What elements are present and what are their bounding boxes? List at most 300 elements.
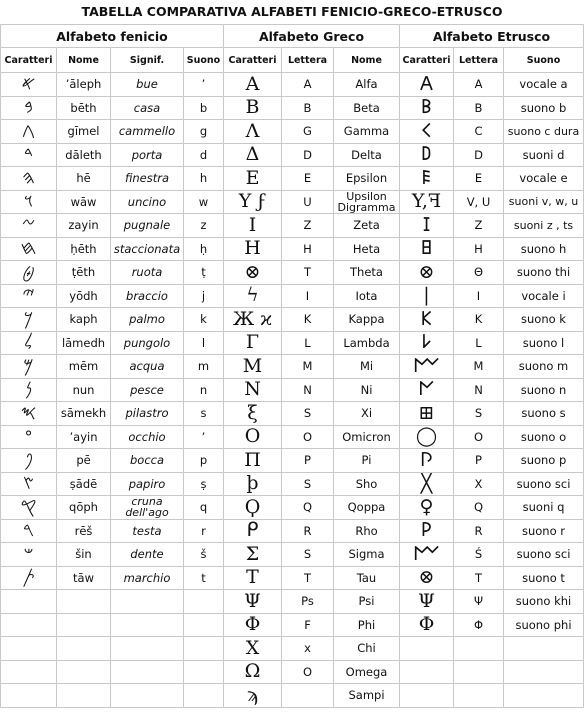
etruscan-letter <box>454 660 504 684</box>
phoenician-meaning: bocca <box>111 449 184 473</box>
table-row <box>1 308 584 332</box>
table-row <box>1 566 584 590</box>
etruscan-sound: suono l <box>504 331 584 355</box>
phoenician-sound <box>184 660 224 684</box>
table-row <box>1 73 584 97</box>
etruscan-glyph: 𐌋 <box>400 331 454 355</box>
phoenician-glyph <box>1 637 57 661</box>
greek-letter: A <box>282 73 334 97</box>
phoenician-glyph: 𐤂 <box>1 120 57 144</box>
etruscan-letter: Θ <box>454 261 504 285</box>
table-row <box>1 613 584 637</box>
phoenician-sound: ’ <box>184 73 224 97</box>
greek-glyph: Χ <box>224 637 282 661</box>
phoenician-sound: m <box>184 355 224 379</box>
greek-letter: M <box>282 355 334 379</box>
etruscan-letter: B <box>454 96 504 120</box>
greek-name: Pi <box>334 449 400 473</box>
group-header-greco: Alfabeto Greco <box>224 25 400 48</box>
etruscan-sound: vocale i <box>504 284 584 308</box>
greek-glyph: ξ <box>224 402 282 426</box>
phoenician-name: ’āleph <box>57 73 111 97</box>
table-row <box>1 519 584 543</box>
greek-letter: x <box>282 637 334 661</box>
greek-glyph: Η <box>224 237 282 261</box>
phoenician-meaning <box>111 660 184 684</box>
etruscan-letter: K <box>454 308 504 332</box>
etruscan-glyph: Y,ꟻ <box>400 190 454 214</box>
greek-glyph: Β <box>224 96 282 120</box>
greek-glyph: Ο <box>224 425 282 449</box>
etruscan-glyph <box>400 637 454 661</box>
phoenician-sound: š <box>184 543 224 567</box>
phoenician-glyph: 𐤊 <box>1 308 57 332</box>
etruscan-glyph: 𐌀 <box>400 73 454 97</box>
phoenician-sound <box>184 684 224 708</box>
phoenician-sound: h <box>184 167 224 191</box>
col-header-nome: Nome <box>334 48 400 73</box>
phoenician-name: šin <box>57 543 111 567</box>
phoenician-glyph: 𐤐 <box>1 449 57 473</box>
greek-name: Alfa <box>334 73 400 97</box>
etruscan-glyph: ⊗ <box>400 261 454 285</box>
phoenician-name: tāw <box>57 566 111 590</box>
phoenician-glyph <box>1 590 57 614</box>
phoenician-name: kaph <box>57 308 111 332</box>
etruscan-sound: suono khi <box>504 590 584 614</box>
greek-letter: I <box>282 284 334 308</box>
phoenician-glyph: 𐤋 <box>1 331 57 355</box>
phoenician-sound: j <box>184 284 224 308</box>
phoenician-name: bēth <box>57 96 111 120</box>
greek-name: Ni <box>334 378 400 402</box>
greek-name: Delta <box>334 143 400 167</box>
greek-name: Omicron <box>334 425 400 449</box>
phoenician-glyph: 𐤁 <box>1 96 57 120</box>
phoenician-name: gīmel <box>57 120 111 144</box>
etruscan-glyph: 𐌍 <box>400 378 454 402</box>
etruscan-letter: Ψ <box>454 590 504 614</box>
greek-letter: P <box>282 449 334 473</box>
etruscan-sound: suono s <box>504 402 584 426</box>
greek-letter: L <box>282 331 334 355</box>
greek-letter: U <box>282 190 334 214</box>
greek-letter: K <box>282 308 334 332</box>
greek-letter: R <box>282 519 334 543</box>
phoenician-sound <box>184 613 224 637</box>
phoenician-sound: w <box>184 190 224 214</box>
phoenician-name <box>57 590 111 614</box>
etruscan-letter: L <box>454 331 504 355</box>
phoenician-name <box>57 684 111 708</box>
col-header-signif: Signif. <box>111 48 184 73</box>
etruscan-letter: M <box>454 355 504 379</box>
etruscan-sound: suono phi <box>504 613 584 637</box>
etruscan-sound: suono o <box>504 425 584 449</box>
greek-glyph: Ω <box>224 660 282 684</box>
table-row <box>1 543 584 567</box>
greek-glyph: Μ <box>224 355 282 379</box>
table-row <box>1 120 584 144</box>
table-row <box>1 684 584 708</box>
phoenician-name: lāmedh <box>57 331 111 355</box>
phoenician-meaning: testa <box>111 519 184 543</box>
phoenician-glyph: 𐤕 <box>1 566 57 590</box>
phoenician-sound <box>184 637 224 661</box>
etruscan-letter: T <box>454 566 504 590</box>
etruscan-glyph: 𐌆 <box>400 214 454 238</box>
etruscan-sound: suono sci <box>504 472 584 496</box>
phoenician-meaning: finestra <box>111 167 184 191</box>
etruscan-letter: X <box>454 472 504 496</box>
greek-name: Epsilon <box>334 167 400 191</box>
etruscan-sound: suono r <box>504 519 584 543</box>
greek-name: Rho <box>334 519 400 543</box>
phoenician-meaning <box>111 684 184 708</box>
etruscan-letter: S <box>454 402 504 426</box>
greek-glyph: ᑭ <box>224 519 282 543</box>
greek-glyph: Ε <box>224 167 282 191</box>
table-row <box>1 167 584 191</box>
table-row <box>1 402 584 426</box>
etruscan-glyph: ⊗ <box>400 566 454 590</box>
etruscan-letter: Ś <box>454 543 504 567</box>
table-row <box>1 590 584 614</box>
phoenician-name <box>57 660 111 684</box>
etruscan-sound: vocale a <box>504 73 584 97</box>
greek-letter: Ps <box>282 590 334 614</box>
greek-name: Upsilon Digramma <box>334 190 400 214</box>
etruscan-sound: suoni q <box>504 496 584 520</box>
greek-glyph: Ж ϰ <box>224 308 282 332</box>
phoenician-name: zayin <box>57 214 111 238</box>
table-row <box>1 261 584 285</box>
phoenician-sound: r <box>184 519 224 543</box>
etruscan-letter: O <box>454 425 504 449</box>
etruscan-letter: P <box>454 449 504 473</box>
greek-letter: Z <box>282 214 334 238</box>
etruscan-sound: suono k <box>504 308 584 332</box>
phoenician-name: rēš <box>57 519 111 543</box>
phoenician-name: sāmekh <box>57 402 111 426</box>
phoenician-glyph: 𐤔 <box>1 543 57 567</box>
etruscan-sound: suono p <box>504 449 584 473</box>
etruscan-sound: suono t <box>504 566 584 590</box>
greek-name: Chi <box>334 637 400 661</box>
etruscan-sound: suono b <box>504 96 584 120</box>
phoenician-meaning: bue <box>111 73 184 97</box>
phoenician-name: ṭēth <box>57 261 111 285</box>
phoenician-glyph: 𐤅 <box>1 190 57 214</box>
greek-name: Sho <box>334 472 400 496</box>
phoenician-glyph: 𐤑 <box>1 472 57 496</box>
phoenician-sound: n <box>184 378 224 402</box>
phoenician-name: ḥēth <box>57 237 111 261</box>
phoenician-glyph: 𐤃 <box>1 143 57 167</box>
group-header-etrusco: Alfabeto Etrusco <box>400 25 584 48</box>
etruscan-letter: C <box>454 120 504 144</box>
greek-glyph: Τ <box>224 566 282 590</box>
etruscan-glyph <box>400 660 454 684</box>
phoenician-name: yōdh <box>57 284 111 308</box>
greek-glyph: Ϙ <box>224 496 282 520</box>
etruscan-sound: suoni v, w, u <box>504 190 584 214</box>
etruscan-letter: A <box>454 73 504 97</box>
phoenician-meaning: porta <box>111 143 184 167</box>
phoenician-sound: t <box>184 566 224 590</box>
phoenician-meaning: palmo <box>111 308 184 332</box>
etruscan-glyph: 𐌐 <box>400 449 454 473</box>
phoenician-sound: b <box>184 96 224 120</box>
phoenician-sound: l <box>184 331 224 355</box>
greek-letter: G <box>282 120 334 144</box>
phoenician-meaning: casa <box>111 96 184 120</box>
etruscan-glyph: ╳ <box>400 472 454 496</box>
phoenician-glyph: 𐤆 <box>1 214 57 238</box>
table-row <box>1 284 584 308</box>
table-row <box>1 214 584 238</box>
phoenician-sound: z <box>184 214 224 238</box>
greek-letter <box>282 684 334 708</box>
phoenician-glyph: 𐤉 <box>1 284 57 308</box>
group-header-fenicio: Alfabeto fenicio <box>1 25 224 48</box>
etruscan-letter: E <box>454 167 504 191</box>
etruscan-letter: D <box>454 143 504 167</box>
phoenician-glyph: 𐤀 <box>1 73 57 97</box>
table-row <box>1 378 584 402</box>
table-row <box>1 237 584 261</box>
etruscan-sound: suono m <box>504 355 584 379</box>
greek-glyph: Σ <box>224 543 282 567</box>
etruscan-glyph: 𐌃 <box>400 143 454 167</box>
phoenician-meaning: braccio <box>111 284 184 308</box>
etruscan-sound <box>504 684 584 708</box>
col-header-lettera: Lettera <box>454 48 504 73</box>
phoenician-name: ’ayin <box>57 425 111 449</box>
phoenician-sound: p <box>184 449 224 473</box>
etruscan-letter: Q <box>454 496 504 520</box>
greek-name: Gamma <box>334 120 400 144</box>
phoenician-meaning: cammello <box>111 120 184 144</box>
table-row <box>1 425 584 449</box>
etruscan-sound: suono h <box>504 237 584 261</box>
etruscan-sound: suoni z , ts <box>504 214 584 238</box>
greek-name: Heta <box>334 237 400 261</box>
etruscan-sound: vocale e <box>504 167 584 191</box>
greek-letter: S <box>282 402 334 426</box>
greek-letter: Q <box>282 496 334 520</box>
phoenician-sound: ṭ <box>184 261 224 285</box>
etruscan-letter: N <box>454 378 504 402</box>
greek-name: Qoppa <box>334 496 400 520</box>
greek-glyph: Α <box>224 73 282 97</box>
table-row <box>1 96 584 120</box>
greek-glyph: Υ ϝ <box>224 190 282 214</box>
phoenician-meaning: pugnale <box>111 214 184 238</box>
phoenician-sound <box>184 590 224 614</box>
greek-glyph: Δ <box>224 143 282 167</box>
greek-glyph: ϟ <box>224 284 282 308</box>
phoenician-glyph <box>1 660 57 684</box>
greek-name: Psi <box>334 590 400 614</box>
phoenician-glyph: 𐤒 <box>1 496 57 520</box>
greek-name: Beta <box>334 96 400 120</box>
table-row <box>1 496 584 520</box>
etruscan-letter: I <box>454 284 504 308</box>
comparison-table <box>0 24 584 708</box>
greek-glyph: Λ <box>224 120 282 144</box>
phoenician-meaning: cruna dell'ago <box>111 496 184 520</box>
greek-glyph: Γ <box>224 331 282 355</box>
phoenician-meaning: pungolo <box>111 331 184 355</box>
etruscan-glyph: 𐌄 <box>400 167 454 191</box>
greek-name: Theta <box>334 261 400 285</box>
etruscan-letter <box>454 637 504 661</box>
col-header-suono: Suono <box>184 48 224 73</box>
greek-letter: O <box>282 425 334 449</box>
phoenician-meaning: staccionata <box>111 237 184 261</box>
phoenician-glyph: 𐤄 <box>1 167 57 191</box>
phoenician-meaning: ruota <box>111 261 184 285</box>
greek-name: Tau <box>334 566 400 590</box>
phoenician-glyph: 𐤈 <box>1 261 57 285</box>
greek-glyph: Ψ <box>224 590 282 614</box>
phoenician-sound: s <box>184 402 224 426</box>
greek-name: Sampi <box>334 684 400 708</box>
etruscan-glyph: | <box>400 284 454 308</box>
phoenician-meaning <box>111 613 184 637</box>
phoenician-glyph: 𐤏 <box>1 425 57 449</box>
greek-name: Omega <box>334 660 400 684</box>
table-row <box>1 660 584 684</box>
greek-name: Kappa <box>334 308 400 332</box>
etruscan-letter: Φ <box>454 613 504 637</box>
page-title: TABELLA COMPARATIVA ALFABETI FENICIO-GRECO-ETRUSCO <box>81 4 503 19</box>
greek-glyph: ϡ <box>224 684 282 708</box>
greek-name: Xi <box>334 402 400 426</box>
etruscan-glyph: 𐌊 <box>400 308 454 332</box>
etruscan-letter: H <box>454 237 504 261</box>
phoenician-meaning: uncino <box>111 190 184 214</box>
etruscan-glyph: ◯ <box>400 425 454 449</box>
etruscan-glyph: 𐌓 <box>400 519 454 543</box>
greek-letter: F <box>282 613 334 637</box>
etruscan-glyph <box>400 684 454 708</box>
etruscan-sound: suono thi <box>504 261 584 285</box>
phoenician-name: nun <box>57 378 111 402</box>
table-row <box>1 331 584 355</box>
phoenician-meaning: pilastro <box>111 402 184 426</box>
table-row <box>1 449 584 473</box>
greek-letter: O <box>282 660 334 684</box>
greek-letter: S <box>282 543 334 567</box>
phoenician-glyph: 𐤍 <box>1 378 57 402</box>
etruscan-glyph: Φ <box>400 613 454 637</box>
greek-name: Sigma <box>334 543 400 567</box>
greek-name: Zeta <box>334 214 400 238</box>
etruscan-glyph: 𐌌 <box>400 355 454 379</box>
phoenician-name: wāw <box>57 190 111 214</box>
greek-name: Phi <box>334 613 400 637</box>
greek-letter: E <box>282 167 334 191</box>
phoenician-name: ṣādē <box>57 472 111 496</box>
phoenician-name: dāleth <box>57 143 111 167</box>
phoenician-meaning: papiro <box>111 472 184 496</box>
col-header-suono: Suono <box>504 48 584 73</box>
phoenician-sound: q <box>184 496 224 520</box>
col-header-lettera: Lettera <box>282 48 334 73</box>
greek-letter: B <box>282 96 334 120</box>
table-row <box>1 190 584 214</box>
phoenician-glyph: 𐤇 <box>1 237 57 261</box>
etruscan-letter: R <box>454 519 504 543</box>
etruscan-glyph: 𐌌 <box>400 543 454 567</box>
col-header-caratteri: Caratteri <box>224 48 282 73</box>
phoenician-glyph: 𐤌 <box>1 355 57 379</box>
phoenician-name: pē <box>57 449 111 473</box>
phoenician-glyph: 𐤎 <box>1 402 57 426</box>
etruscan-letter: V, U <box>454 190 504 214</box>
phoenician-meaning: marchio <box>111 566 184 590</box>
etruscan-glyph: 𐌁 <box>400 96 454 120</box>
phoenician-name <box>57 613 111 637</box>
phoenician-name <box>57 637 111 661</box>
phoenician-name: mēm <box>57 355 111 379</box>
table-row <box>1 472 584 496</box>
phoenician-sound: g <box>184 120 224 144</box>
phoenician-name: qōph <box>57 496 111 520</box>
table-row <box>1 143 584 167</box>
table-row <box>1 355 584 379</box>
etruscan-glyph: 𐌇 <box>400 237 454 261</box>
phoenician-meaning <box>111 590 184 614</box>
etruscan-sound <box>504 660 584 684</box>
phoenician-name: hē <box>57 167 111 191</box>
phoenician-sound: ’ <box>184 425 224 449</box>
phoenician-glyph: 𐤓 <box>1 519 57 543</box>
col-header-caratteri: Caratteri <box>1 48 57 73</box>
col-header-caratteri: Caratteri <box>400 48 454 73</box>
phoenician-sound: ṣ <box>184 472 224 496</box>
etruscan-glyph: 𐌂 <box>400 120 454 144</box>
phoenician-meaning: pesce <box>111 378 184 402</box>
greek-letter: H <box>282 237 334 261</box>
etruscan-letter <box>454 684 504 708</box>
greek-letter: T <box>282 566 334 590</box>
phoenician-meaning: occhio <box>111 425 184 449</box>
etruscan-glyph: Ψ <box>400 590 454 614</box>
etruscan-sound: suoni d <box>504 143 584 167</box>
greek-glyph: Ν <box>224 378 282 402</box>
greek-glyph: ⊗ <box>224 261 282 285</box>
greek-letter: D <box>282 143 334 167</box>
greek-letter: N <box>282 378 334 402</box>
greek-letter: S <box>282 472 334 496</box>
phoenician-meaning: acqua <box>111 355 184 379</box>
etruscan-sound: suono c dura <box>504 120 584 144</box>
phoenician-sound: d <box>184 143 224 167</box>
greek-glyph: Ι <box>224 214 282 238</box>
etruscan-glyph: ⊞ <box>400 402 454 426</box>
greek-glyph: Π <box>224 449 282 473</box>
phoenician-sound: k <box>184 308 224 332</box>
etruscan-letter: Z <box>454 214 504 238</box>
greek-glyph: þ <box>224 472 282 496</box>
greek-name: Lambda <box>334 331 400 355</box>
etruscan-sound: suono n <box>504 378 584 402</box>
phoenician-sound: ḥ <box>184 237 224 261</box>
phoenician-glyph <box>1 613 57 637</box>
